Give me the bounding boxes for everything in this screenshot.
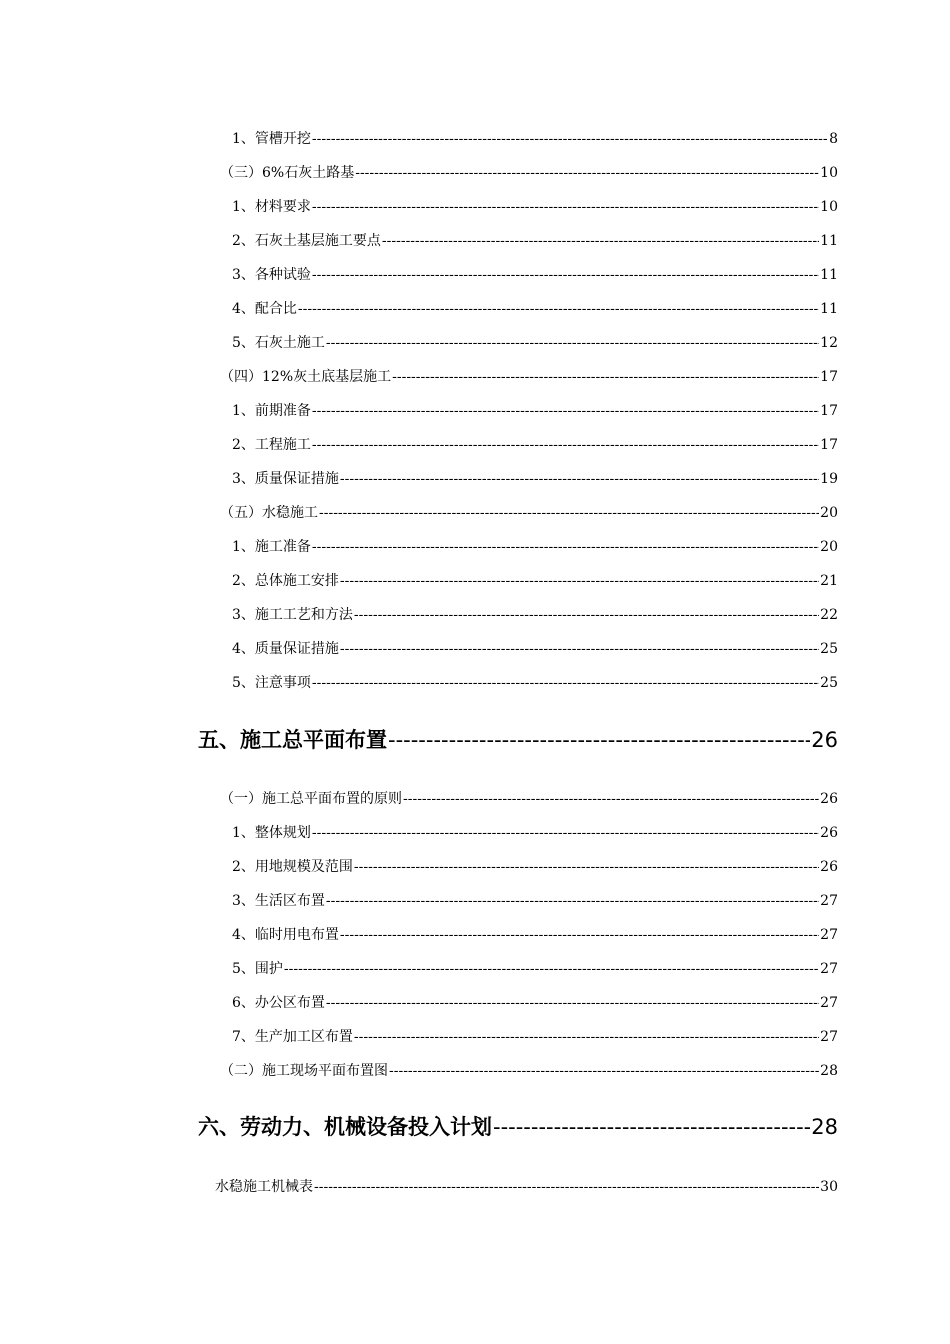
toc-entry-page: 17 bbox=[820, 437, 838, 453]
toc-entry[interactable] bbox=[232, 298, 838, 318]
toc-entry-title: 3、施工工艺和方法 bbox=[232, 607, 353, 623]
toc-entry[interactable] bbox=[232, 332, 838, 352]
toc-leader bbox=[355, 165, 819, 181]
toc-entry[interactable] bbox=[232, 434, 838, 454]
toc-chapter[interactable] bbox=[198, 724, 838, 754]
toc-entry-page: 20 bbox=[820, 539, 838, 555]
toc-leader bbox=[298, 301, 819, 317]
toc-entry-title: 5、围护 bbox=[232, 961, 283, 977]
toc-entry-title: 1、整体规划 bbox=[232, 825, 311, 841]
toc-entry-title: 4、临时用电布置 bbox=[232, 927, 339, 943]
toc-entry[interactable] bbox=[232, 1026, 838, 1046]
toc-entry-page: 17 bbox=[820, 369, 838, 385]
toc-leader bbox=[340, 573, 819, 589]
toc-entry-title: 2、用地规模及范围 bbox=[232, 859, 353, 875]
toc-entry-title: 4、质量保证措施 bbox=[232, 641, 339, 657]
toc-entry[interactable] bbox=[232, 400, 838, 420]
toc-leader bbox=[284, 961, 819, 977]
toc-entry-title: 2、工程施工 bbox=[232, 437, 311, 453]
toc-entry[interactable] bbox=[232, 570, 838, 590]
toc-leader bbox=[493, 1115, 810, 1139]
toc-entry[interactable] bbox=[232, 924, 838, 944]
toc-leader bbox=[326, 995, 819, 1011]
toc-chapter-title: 五、施工总平面布置 bbox=[198, 727, 387, 752]
toc-entry-page: 27 bbox=[820, 893, 838, 909]
toc-leader bbox=[312, 131, 828, 147]
toc-entry-title: 2、总体施工安排 bbox=[232, 573, 339, 589]
toc-entry-page: 10 bbox=[820, 165, 838, 181]
toc-entry-page: 12 bbox=[820, 335, 838, 351]
toc-entry-page: 11 bbox=[820, 301, 838, 317]
toc-entry-page: 10 bbox=[820, 199, 838, 215]
toc-entry[interactable] bbox=[232, 128, 838, 148]
toc-entry-title: （四）12%灰土底基层施工 bbox=[220, 369, 392, 385]
toc-entry-title: 7、生产加工区布置 bbox=[232, 1029, 353, 1045]
toc-entry[interactable] bbox=[232, 468, 838, 488]
toc-entry-page: 20 bbox=[820, 505, 838, 521]
toc-entry-title: 1、管槽开挖 bbox=[232, 131, 311, 147]
toc-entry[interactable] bbox=[232, 672, 838, 692]
toc-entry[interactable] bbox=[220, 366, 838, 386]
toc-entry[interactable] bbox=[232, 822, 838, 842]
toc-chapter-title: 六、劳动力、机械设备投入计划 bbox=[198, 1114, 492, 1139]
toc-leader bbox=[312, 437, 819, 453]
toc-entry-page: 17 bbox=[820, 403, 838, 419]
toc-leader bbox=[340, 641, 819, 657]
toc-entry[interactable] bbox=[232, 856, 838, 876]
toc-entry-title: 3、生活区布置 bbox=[232, 893, 325, 909]
toc-entry-page: 27 bbox=[820, 995, 838, 1011]
toc-entry-page: 11 bbox=[820, 267, 838, 283]
toc-entry[interactable] bbox=[215, 1176, 838, 1196]
toc-entry-page: 21 bbox=[820, 573, 838, 589]
toc-entry-page: 8 bbox=[829, 131, 838, 147]
toc-entry-title: （一）施工总平面布置的原则 bbox=[220, 791, 402, 807]
toc-entry[interactable] bbox=[220, 502, 838, 522]
toc-entry-page: 30 bbox=[820, 1179, 838, 1195]
toc-leader bbox=[312, 403, 819, 419]
toc-entry-title: 2、石灰土基层施工要点 bbox=[232, 233, 381, 249]
toc-entry-title: 水稳施工机械表 bbox=[215, 1179, 313, 1195]
toc-entry-title: 1、前期准备 bbox=[232, 403, 311, 419]
toc-leader bbox=[389, 1063, 819, 1079]
toc-entry-page: 27 bbox=[820, 961, 838, 977]
toc-entry-title: 1、施工准备 bbox=[232, 539, 311, 555]
toc-leader bbox=[403, 791, 819, 807]
toc-entry[interactable] bbox=[232, 230, 838, 250]
toc-entry[interactable] bbox=[232, 890, 838, 910]
toc-entry-title: 5、石灰土施工 bbox=[232, 335, 325, 351]
toc-entry-page: 25 bbox=[820, 675, 838, 691]
toc-entry[interactable] bbox=[232, 638, 838, 658]
toc-leader bbox=[312, 539, 819, 555]
toc-leader bbox=[340, 471, 819, 487]
toc-entry-page: 28 bbox=[820, 1063, 838, 1079]
toc-leader bbox=[388, 728, 810, 752]
toc-entry-page: 27 bbox=[820, 1029, 838, 1045]
toc-leader bbox=[326, 335, 819, 351]
toc-entry[interactable] bbox=[220, 162, 838, 182]
toc-entry-title: 3、各种试验 bbox=[232, 267, 311, 283]
toc-leader bbox=[326, 893, 819, 909]
toc-chapter-page: 28 bbox=[811, 1115, 838, 1139]
toc-entry[interactable] bbox=[232, 958, 838, 978]
toc-entry-title: 4、配合比 bbox=[232, 301, 297, 317]
toc-entry[interactable] bbox=[232, 264, 838, 284]
toc-entry[interactable] bbox=[232, 992, 838, 1012]
toc-entry-page: 26 bbox=[820, 791, 838, 807]
toc-entry[interactable] bbox=[232, 604, 838, 624]
toc-entry-title: （五）水稳施工 bbox=[220, 505, 318, 521]
toc-entry-page: 19 bbox=[820, 471, 838, 487]
toc-entry-page: 26 bbox=[820, 859, 838, 875]
toc-entry-title: 1、材料要求 bbox=[232, 199, 311, 215]
toc-chapter-page: 26 bbox=[811, 728, 838, 752]
toc-leader bbox=[392, 369, 819, 385]
toc-entry[interactable] bbox=[220, 788, 838, 808]
toc-entry[interactable] bbox=[232, 196, 838, 216]
toc-entry-page: 25 bbox=[820, 641, 838, 657]
toc-entry-title: 5、注意事项 bbox=[232, 675, 311, 691]
toc-entry-page: 27 bbox=[820, 927, 838, 943]
toc-leader bbox=[312, 675, 819, 691]
toc-entry-title: （二）施工现场平面布置图 bbox=[220, 1063, 388, 1079]
toc-entry[interactable] bbox=[232, 536, 838, 556]
toc-chapter[interactable] bbox=[198, 1111, 838, 1141]
toc-leader bbox=[354, 859, 819, 875]
toc-entry-title: 6、办公区布置 bbox=[232, 995, 325, 1011]
toc-leader bbox=[312, 199, 819, 215]
toc-leader bbox=[354, 1029, 819, 1045]
toc-entry-page: 26 bbox=[820, 825, 838, 841]
toc-leader bbox=[312, 825, 819, 841]
toc-leader bbox=[312, 267, 819, 283]
toc-entry-page: 11 bbox=[820, 233, 838, 249]
toc-leader bbox=[319, 505, 819, 521]
toc-entry-page: 22 bbox=[820, 607, 838, 623]
toc-entry[interactable] bbox=[220, 1060, 838, 1080]
toc-leader bbox=[314, 1179, 819, 1195]
toc-leader bbox=[382, 233, 819, 249]
toc-leader bbox=[340, 927, 819, 943]
toc-entry-title: （三）6%石灰土路基 bbox=[220, 165, 355, 181]
toc-entry-title: 3、质量保证措施 bbox=[232, 471, 339, 487]
toc-leader bbox=[354, 607, 819, 623]
